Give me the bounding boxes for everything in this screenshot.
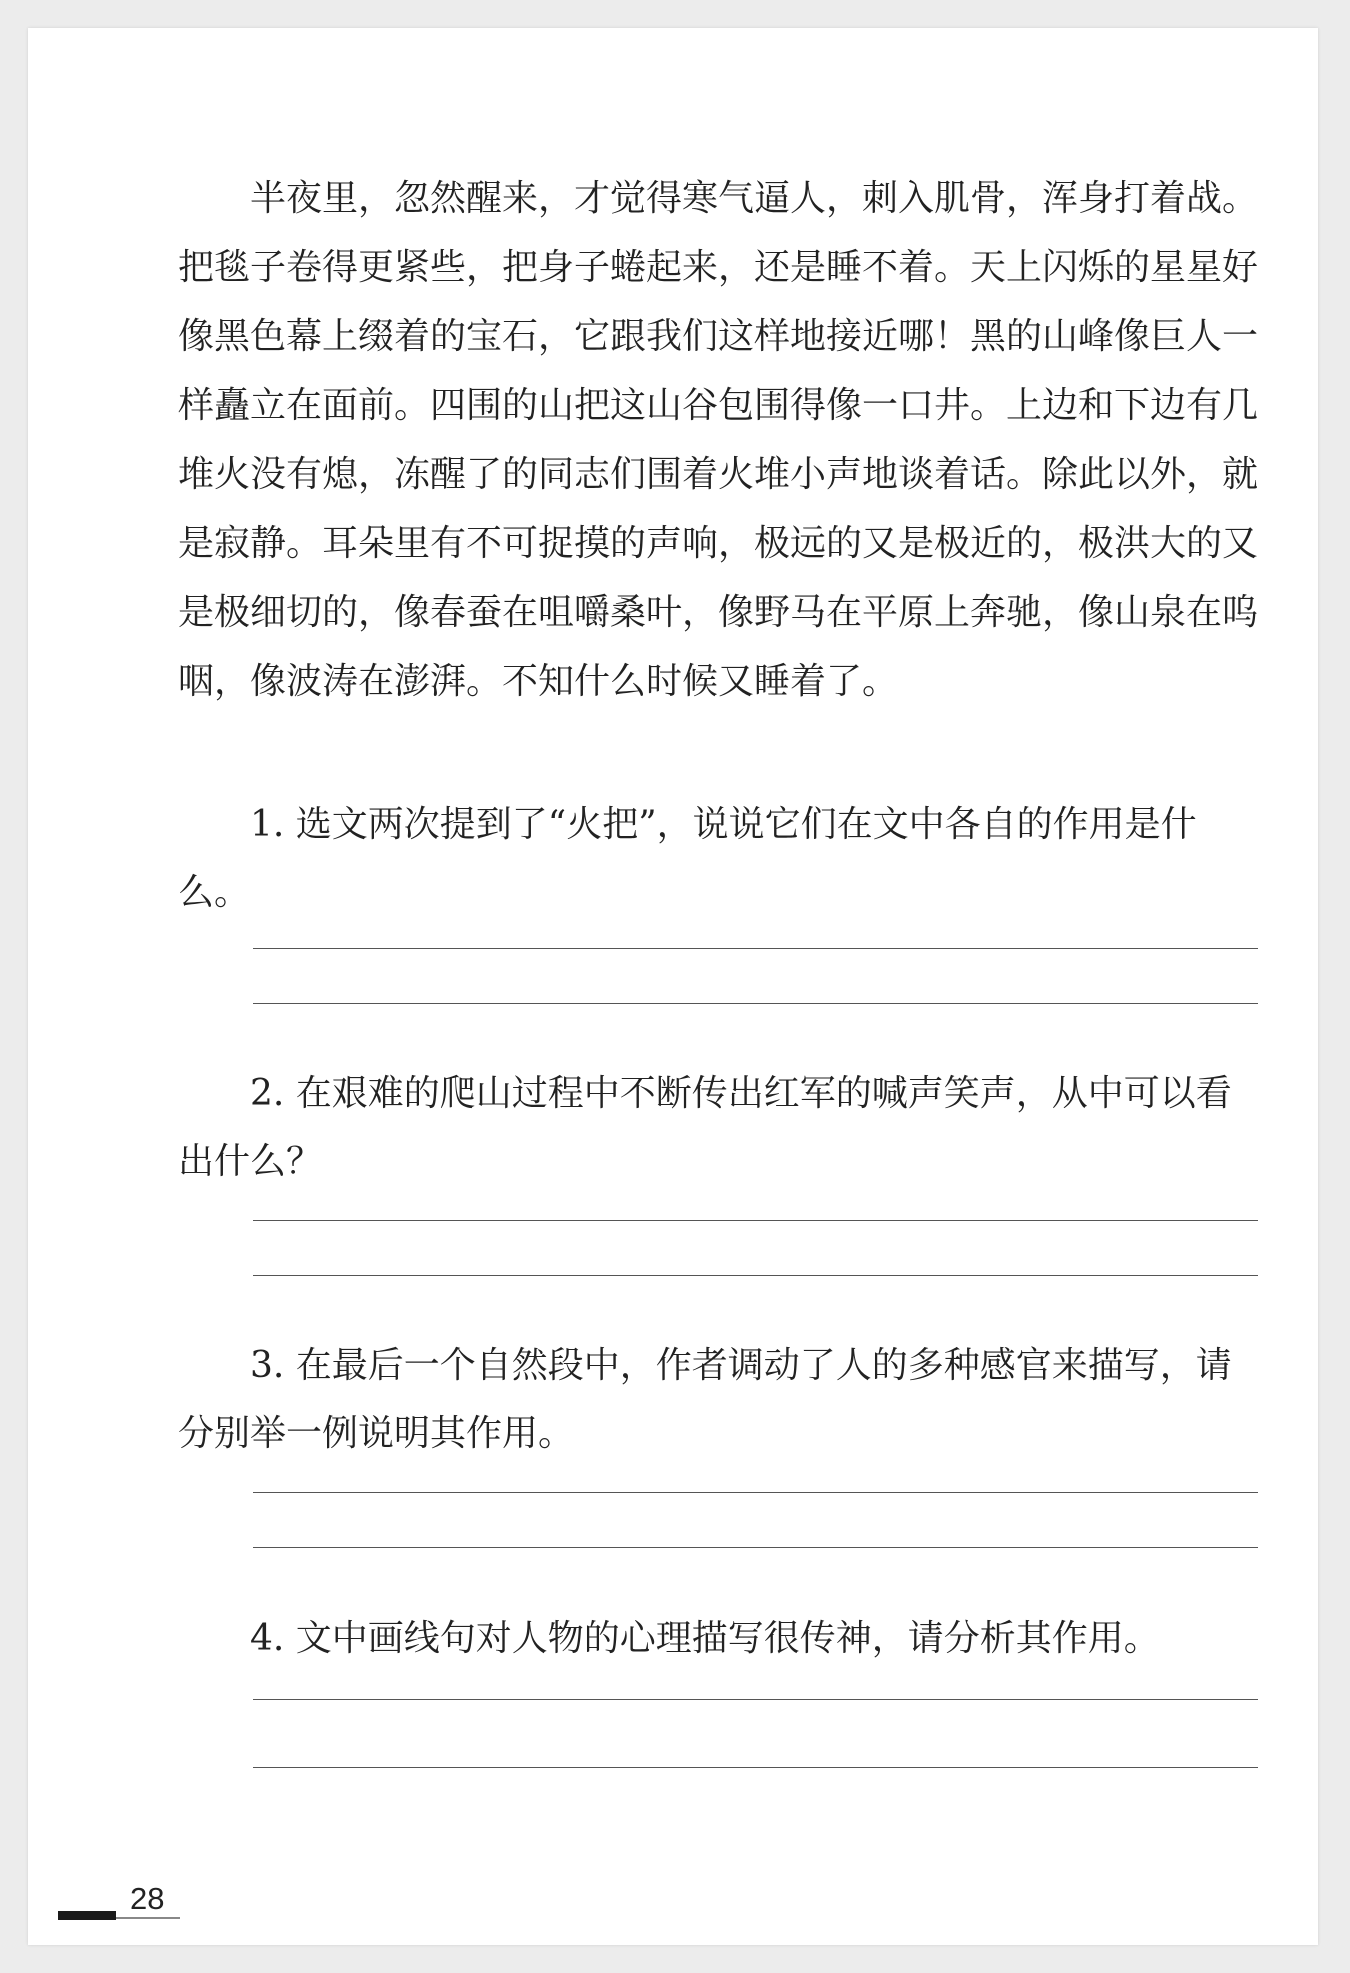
question-1: 1. 选文两次提到了“火把”，说说它们在文中各自的作用是什么。 (178, 804, 1197, 913)
answer-line-q3-1[interactable] (253, 1492, 1258, 1493)
answer-line-q1-2[interactable] (253, 1003, 1258, 1004)
answer-line-q3-2[interactable] (253, 1547, 1258, 1548)
question-3: 3. 在最后一个自然段中，作者调动了人的多种感官来描写，请分别举一例说明其作用。 (178, 1345, 1232, 1454)
question-2: 2. 在艰难的爬山过程中不断传出红军的喊声笑声，从中可以看出什么？ (178, 1073, 1232, 1182)
reading-passage: 半夜里，忽然醒来，才觉得寒气逼人，刺入肌骨，浑身打着战。把毯子卷得更紧些，把身子蜷起来，还是睡不着。天上闪烁的星星好像黑色幕上缀着的宝石，它跟我们这样地接近哪！黑的山峰像巨人一样矗立在面前。四围的山把这山谷包围得像一口井。上边和下边有几堆火没有熄，冻醒了的同志们围着火堆小声地谈着话。除此以外，就是寂静。耳朵里有不可捉摸的声响，极远的又是极近的，极洪大的又是极细切的，像春蚕在咀嚼桑叶，像野马在平原上奔驰，像山泉在呜咽，像波涛在澎湃。不知什么时候又睡着了。 (178, 178, 1259, 702)
footer-rule (116, 1917, 180, 1919)
page-number: 28 (130, 1881, 165, 1916)
answer-line-q2-1[interactable] (253, 1220, 1258, 1221)
question-4: 4. 文中画线句对人物的心理描写很传神，请分析其作用。 (250, 1618, 1160, 1659)
answer-line-q2-2[interactable] (253, 1275, 1258, 1276)
footer-bar (58, 1911, 116, 1920)
answer-line-q4-1[interactable] (253, 1699, 1258, 1700)
workbook-page (28, 28, 1318, 1945)
answer-line-q4-2[interactable] (253, 1767, 1258, 1768)
answer-line-q1-1[interactable] (253, 948, 1258, 949)
